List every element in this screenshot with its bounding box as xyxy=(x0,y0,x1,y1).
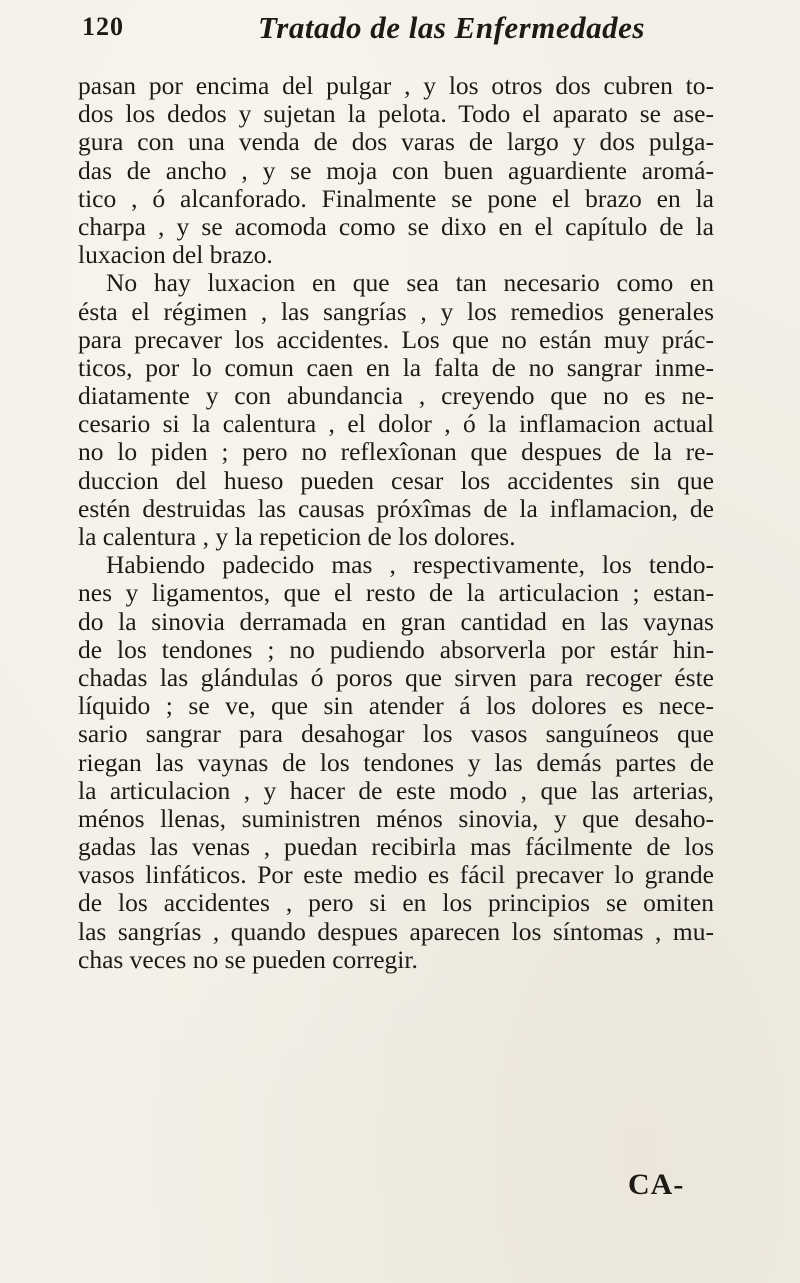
text-line: sario sangrar para desahogar los vasos sanguíneos que xyxy=(78,719,714,749)
text-line: chadas las glándulas ó poros que sirven para recoger éste xyxy=(78,662,714,692)
text-line: ticos, por lo comun caen en la falta de no sangrar inme- xyxy=(78,352,714,382)
text-line: diatamente y con abundancia , creyendo que no es ne- xyxy=(78,381,714,411)
body-text xyxy=(78,72,714,974)
text-line: ménos llenas, suministren ménos sinovia, y que desaho- xyxy=(78,803,714,833)
text-line: chas veces no se pueden corregir. xyxy=(78,944,418,974)
text-line: líquido ; se ve, que sin atender á los dolores es nece- xyxy=(78,691,714,721)
catchword: CA- xyxy=(628,1168,685,1201)
text-line: dos los dedos y sujetan la pelota. Todo el aparato se ase- xyxy=(78,99,714,129)
text-line: pasan por encima del pulgar , y los otros dos cubren to- xyxy=(78,71,714,100)
text-line: de los tendones ; no pudiendo absorverla por estár hin- xyxy=(78,634,714,664)
text-line: tico , ó alcanforado. Finalmente se pone el brazo en la xyxy=(78,183,714,213)
text-line: ésta el régimen , las sangrías , y los remedios generales xyxy=(78,296,714,326)
text-line: vasos linfáticos. Por este medio es fácil precaver lo grande xyxy=(78,860,714,890)
text-line: Habiendo padecido mas , respectivamente, los tendo- xyxy=(106,550,714,580)
text-line: gadas las venas , puedan recibirla mas fácilmente de los xyxy=(78,832,714,862)
text-line: charpa , y se acomoda como se dixo en el capítulo de la xyxy=(78,211,714,241)
running-title: Tratado de las Enfermedades xyxy=(258,10,645,45)
page-number: 120 xyxy=(82,12,124,41)
text-line: nes y ligamentos, que el resto de la articulacion ; estan- xyxy=(78,578,714,608)
text-line: das de ancho , y se moja con buen aguardiente aromá- xyxy=(78,155,714,185)
text-line: de los accidentes , pero si en los principios se omiten xyxy=(78,888,714,918)
text-line: duccion del hueso pueden cesar los accidentes sin que xyxy=(78,465,714,495)
text-line: No hay luxacion en que sea tan necesario como en xyxy=(106,268,714,298)
text-line: luxacion del brazo. xyxy=(78,240,273,270)
text-line: las sangrías , quando despues aparecen los síntomas , mu- xyxy=(78,916,714,946)
text-line: para precaver los accidentes. Los que no están muy prác- xyxy=(78,324,714,354)
text-line: no lo piden ; pero no reflexîonan que despues de la re- xyxy=(78,437,714,467)
text-line: do la sinovia derramada en gran cantidad en las vaynas xyxy=(78,606,714,636)
text-line: gura con una venda de dos varas de largo y dos pulga- xyxy=(78,127,714,157)
text-line: cesario si la calentura , el dolor , ó la inflamacion actual xyxy=(78,409,714,439)
text-line: estén destruidas las causas próxîmas de la inflamacion, de xyxy=(78,493,714,523)
page-header xyxy=(82,12,722,52)
text-line: riegan las vaynas de los tendones y las demás partes de xyxy=(78,747,714,777)
text-line: la calentura , y la repeticion de los dolores. xyxy=(78,522,516,551)
text-line: la articulacion , y hacer de este modo , que las arterias, xyxy=(78,775,714,805)
